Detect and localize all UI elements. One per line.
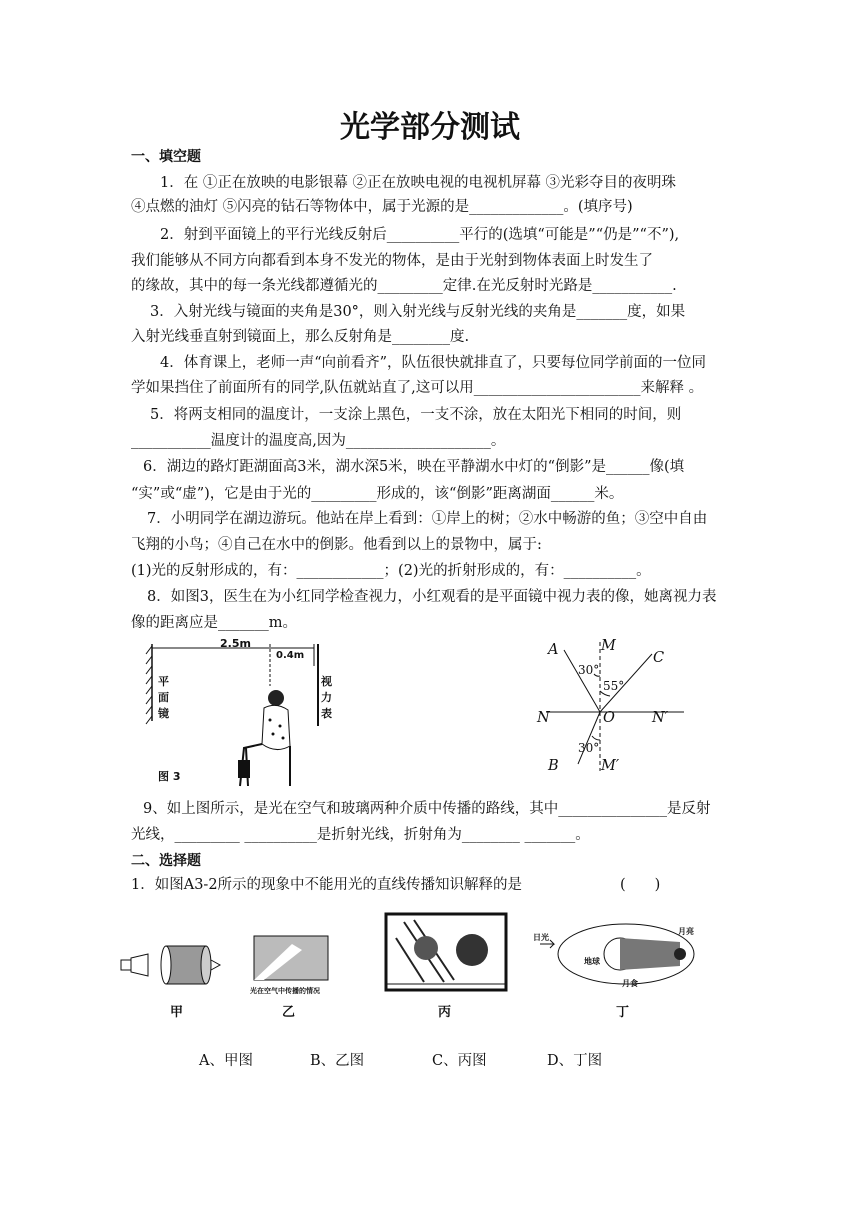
option-a: A、甲图 — [199, 1053, 253, 1069]
label-N: N — [537, 710, 550, 726]
pic-jia — [118, 940, 238, 990]
label-B: B — [548, 758, 559, 774]
option-c: C、丙图 — [432, 1053, 487, 1069]
dist-0-4m-label: 0.4m — [276, 650, 305, 661]
reflection-refraction-figure — [534, 636, 704, 776]
label-A: A — [548, 642, 559, 658]
pic-ding-sun: 日光 — [533, 933, 549, 942]
q8-line1: 8．如图3，医生在为小红同学检查视力，小红观看的是平面镜中视力表的像，她离视力表 — [147, 589, 717, 605]
q1-line2: ④点燃的油灯 ⑤闪亮的钻石等物体中，属于光源的是_____________。(填序号) — [131, 199, 633, 215]
q7-line1: 7．小明同学在湖边游玩。他站在岸上看到：①岸上的树；②水中畅游的鱼；③空中自由 — [147, 511, 708, 527]
pic-ding-moon: 月亮 — [678, 927, 694, 936]
pic-yi — [252, 934, 332, 990]
option-b: B、乙图 — [310, 1053, 365, 1069]
q6-line1: 6．湖边的路灯距湖面高3米，湖水深5米，映在平静湖水中灯的“倒影”是______像(填 — [143, 459, 685, 475]
eye-chart-label: 视力表 — [321, 675, 332, 720]
label-M: M — [601, 638, 616, 654]
pic-ding-label: 丁 — [616, 1005, 630, 1020]
q9-line2: 光线，_________ __________是折射光线，折射角为________ _______。 — [131, 827, 590, 843]
q3-line2: 入射光线垂直射到镜面上，那么反射角是________度. — [131, 329, 470, 345]
angle-30-bottom: 30° — [578, 741, 600, 755]
q4-line1: 4．体育课上，老师一声“向前看齐”，队伍很快就排直了，只要每位同学前面的一位同 — [160, 355, 707, 371]
pic-ding-earth: 地球 — [584, 957, 600, 966]
q2-line3: 的缘故，其中的每一条光线都遵循光的_________定律.在光反射时光路是___________. — [131, 278, 677, 294]
page-title: 光学部分测试 — [340, 110, 520, 145]
pic-ding-eclipse: 月食 — [622, 979, 638, 988]
choice-question: 1．如图A3-2所示的现象中不能用光的直线传播知识解释的是 — [131, 877, 523, 893]
answer-paren: ( ) — [620, 877, 661, 893]
q8-line2: 像的距离应是_______m。 — [131, 615, 297, 631]
q2-line1: 2．射到平面镜上的平行光线反射后__________平行的(选填“可能是”“仍是”“不”), — [160, 227, 680, 243]
pic-yi-note: 光在空气中传播的情况 — [250, 987, 320, 995]
q7-line3: (1)光的反射形成的，有：____________；(2)光的折射形成的，有：__________。 — [131, 563, 651, 579]
figure3-caption: 图 3 — [158, 770, 181, 783]
q9-line1: 9、如上图所示，是光在空气和玻璃两种介质中传播的路线，其中_______________是反射 — [143, 801, 711, 817]
label-O: O — [603, 710, 615, 726]
q6-line2: “实”或“虚”)，它是由于光的_________形成的，该“倒影”距离湖面______米。 — [131, 486, 624, 502]
pic-bing — [384, 912, 510, 994]
angle-30-top: 30° — [578, 663, 600, 677]
q2-line2: 我们能够从不同方向都看到本身不发光的物体，是由于光射到物体表面上时发生了 — [131, 253, 653, 269]
q5-line2: ___________温度计的温度高,因为____________________。 — [131, 433, 506, 449]
section-heading-choice: 二、选择题 — [131, 853, 201, 869]
q4-line2: 学如果挡住了前面所有的同学,队伍就站直了,这可以用_______________________来解释 。 — [131, 380, 704, 396]
q3-line1: 3．入射光线与镜面的夹角是30°，则入射光线与反射光线的夹角是_______度，如果 — [150, 304, 686, 320]
label-M-prime: M′ — [601, 758, 620, 774]
label-C: C — [653, 650, 665, 666]
q7-line2: 飞翔的小鸟；④自己在水中的倒影。他看到以上的景物中，属于: — [131, 537, 542, 553]
option-d: D、丁图 — [547, 1053, 603, 1069]
pic-yi-label: 乙 — [282, 1005, 296, 1020]
pic-jia-label: 甲 — [170, 1005, 184, 1020]
pic-bing-label: 丙 — [438, 1005, 452, 1020]
angle-55: 55° — [603, 679, 625, 693]
mirror-label: 平面镜 — [158, 675, 169, 720]
dist-2-5m-label: 2.5m — [220, 637, 251, 650]
q1-line1: 1．在 ①正在放映的电影银幕 ②正在放映电视的电视机屏幕 ③光彩夺目的夜明珠 — [160, 175, 677, 191]
section-heading-fill: 一、填空题 — [131, 149, 201, 165]
q5-line1: 5．将两支相同的温度计，一支涂上黑色，一支不涂，放在太阳光下相同的时间，则 — [150, 407, 682, 423]
label-N-prime: N′ — [652, 710, 668, 726]
